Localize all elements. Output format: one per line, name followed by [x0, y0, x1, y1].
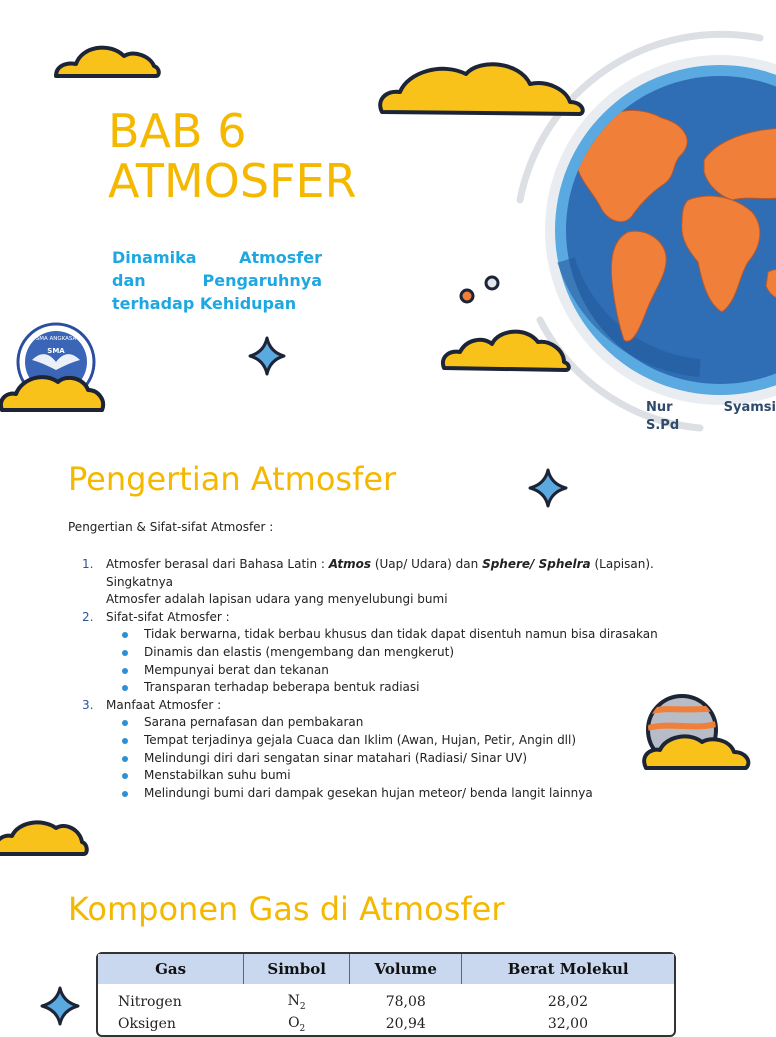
section-heading-komponen: Komponen Gas di Atmosfer [68, 890, 505, 928]
gas-table [96, 952, 676, 1037]
author-last-name: Syamsi [723, 400, 776, 415]
cloud-icon [0, 822, 87, 854]
bullet-item: Dinamis dan elastis (mengembang dan mengkerut) [68, 644, 718, 662]
author-name [646, 400, 776, 415]
logo-center-text: SMA [47, 347, 65, 355]
list-number: 2. [82, 609, 94, 624]
cloud-icon [56, 48, 159, 76]
bullet-item: Melindungi diri dari sengatan sinar matahari (Radiasi/ Sinar UV) [68, 750, 718, 768]
term-sphere: Sphere/ Sphelra [482, 557, 591, 571]
term-atmos: Atmos [328, 557, 372, 571]
item-text-post: (Lapisan). Singkatnya [106, 557, 654, 589]
cell-weight: 28,02 [547, 994, 588, 1010]
section-intro: Pengertian & Sifat-sifat Atmosfer : [68, 520, 274, 534]
list-item [68, 556, 718, 609]
bullet-item: Tidak berwarna, tidak berbau khusus dan tidak dapat disentuh namun bisa dirasakan [68, 626, 718, 644]
title-line-2: ATMOSFER [108, 154, 357, 208]
sparkle-icon [530, 470, 566, 506]
bullet-item: Sarana pernafasan dan pembakaran [68, 714, 718, 732]
bullet-item: Mempunyai berat dan tekanan [68, 662, 718, 680]
column-header-gas: Gas [98, 954, 244, 984]
sparkle-icon [250, 338, 284, 374]
cell-symbol [244, 984, 350, 1013]
bullet-item: Tempat terjadinya gejala Cuaca dan Iklim (Awan, Hujan, Petir, Angin dll) [68, 732, 718, 750]
cell-weight: 32,00 [547, 1016, 588, 1032]
symbol-letter: O [288, 1014, 300, 1031]
bullet-item: Melindungi bumi dari dampak gesekan hujan meteor/ benda langit lainnya [68, 785, 718, 803]
list-number: 1. [82, 557, 94, 571]
table-row [98, 984, 674, 1013]
item-text-mid: (Uap/ Udara) dan [371, 557, 483, 571]
title-line-1: BAB 6 [108, 104, 247, 158]
table-header-row [98, 954, 674, 984]
author-suffix: S.Pd [646, 418, 680, 433]
item-label: Manfaat Atmosfer : [106, 697, 222, 712]
column-header-volume: Volume [350, 954, 462, 984]
symbol-subscript: 2 [299, 1001, 306, 1012]
subtitle: Dinamika Atmosfer dan Pengaruhnya terhadap Kehidupan [112, 248, 322, 313]
symbol-letter: N [287, 992, 300, 1009]
cell-volume: 78,08 [385, 994, 426, 1010]
list-number: 3. [82, 697, 94, 712]
cloud-icon [380, 64, 583, 114]
item-text-line2: Atmosfer adalah lapisan udara yang menyelubungi bumi [106, 592, 448, 607]
column-header-symbol: Simbol [244, 954, 350, 984]
list-item [68, 609, 718, 627]
definition-list [68, 556, 718, 802]
table-row [98, 1013, 674, 1035]
symbol-subscript: 2 [299, 1023, 306, 1034]
bullet-item: Transparan terhadap beberapa bentuk radiasi [68, 679, 718, 697]
list-item [68, 697, 718, 715]
item-label: Sifat-sifat Atmosfer : [106, 609, 230, 624]
author-first-name: Nur [646, 400, 673, 415]
cell-volume: 20,94 [385, 1016, 426, 1032]
sparkle-icon [42, 988, 78, 1024]
column-header-weight: Berat Molekul [462, 954, 674, 984]
cell-gas: Oksigen [118, 1016, 176, 1032]
section-heading-pengertian: Pengertian Atmosfer [68, 460, 397, 498]
logo-ring-text: SMA ANGKASA [35, 336, 77, 342]
item-text-pre: Atmosfer berasal dari Bahasa Latin : [106, 557, 329, 571]
bullet-item: Menstabilkan suhu bumi [68, 767, 718, 785]
cell-symbol [244, 1013, 350, 1035]
cell-gas: Nitrogen [118, 994, 182, 1010]
